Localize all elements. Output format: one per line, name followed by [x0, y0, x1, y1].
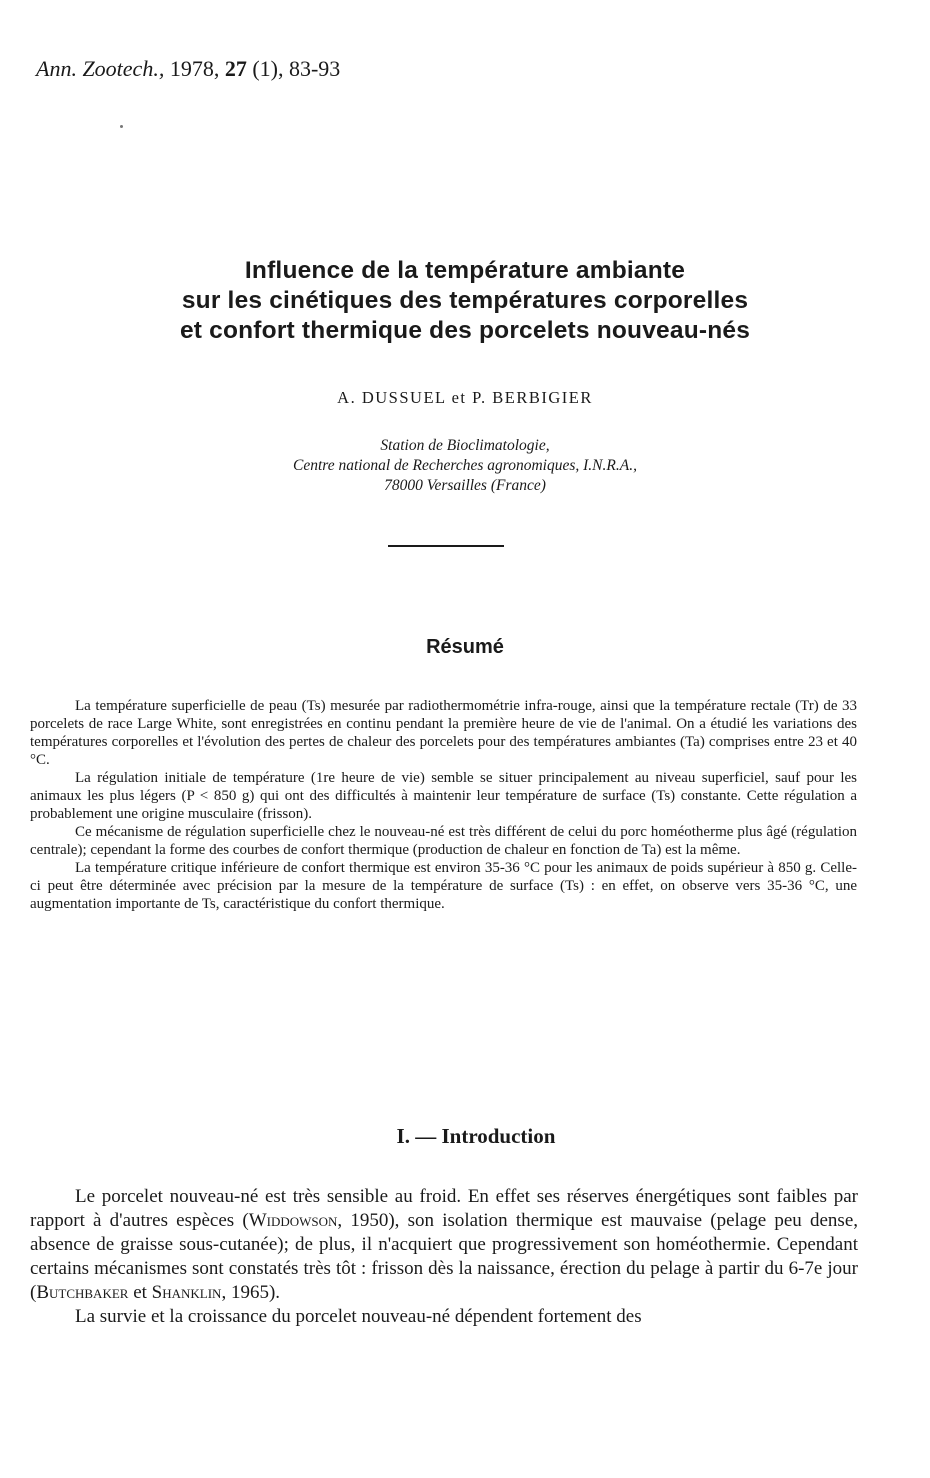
title-line-3: et confort thermique des porcelets nouveau-nés: [179, 317, 751, 344]
resume-paragraph: La température critique inférieure de confort thermique est environ 35-36 °C pour les animaux de poids supérieur à 850 g. Celle-ci peut être déterminée avec précision par la mesure de la température de surface (Ts) : en effet, on observe vers 35-36 °C, une augmentation importante de Ts, caractéristique du confort thermique.: [30, 860, 857, 912]
journal-name: Ann. Zootech.,: [36, 56, 165, 81]
resume-paragraph: Ce mécanisme de régulation superficielle chez le nouveau-né est très différent de celui du porc homéotherme plus âgé (régulation centrale); cependant la forme des courbes de confort thermique (production de chaleur en fonction de Ta) est la même.: [30, 824, 857, 858]
citation-widdowson: Widdowson: [248, 1210, 338, 1231]
journal-year: 1978,: [169, 56, 220, 81]
journal-pages: 83-93: [288, 56, 341, 81]
authors: A. DUSSUEL et P. BERBIGIER: [337, 388, 593, 407]
text-segment: , 1950), son isolation thermique est mauvaise (pelage peu dense, absence de graisse sous-cutanée); de plus, il n'acquiert que progressivement son homéothermie. Cependant certains mécanismes sont constatés très tôt : frisson dès la naissance, érection du pelage à partir du 6-7e jour (: [30, 1210, 859, 1303]
scan-speck: [120, 125, 123, 128]
affiliation-line-2: Centre national de Recherches agronomiques, I.N.R.A.,: [293, 457, 637, 474]
title-line-1: Influence de la température ambiante: [244, 257, 686, 284]
resume-paragraph: La régulation initiale de température (1re heure de vie) semble se situer principalement au niveau superficiel, sauf pour les animaux les plus légers (P < 850 g) qui ont des difficultés à maintenir leur température de surface (Ts) constante. Cette régulation a probablement une origine musculaire (frisson).: [30, 770, 857, 822]
text-segment: et: [128, 1282, 152, 1303]
resume-paragraph: La température superficielle de peau (Ts) mesurée par radiothermométrie infra-rouge, ainsi que la température rectale (Tr) de 33 porcelets de race Large White, sont enregistrées en continu pendant la première heure de vie de l'animal. On a étudié les variations des températures corporelles et l'évolution des pertes de chaleur des porcelets pour des températures ambiantes (Ta) comprises entre 23 et 40 °C.: [30, 698, 857, 768]
journal-reference: [36, 56, 340, 82]
text-segment: Le porcelet nouveau-né est très sensible au froid. En effet ses réserves énergétiques sont faibles par rapport à d'autres espèces (: [30, 1186, 858, 1231]
journal-issue: (1),: [252, 56, 284, 81]
introduction-body: [30, 1185, 858, 1329]
affiliation: [0, 436, 930, 496]
resume-body: [30, 697, 857, 913]
text-segment: , 1965).: [221, 1282, 281, 1303]
introduction-paragraph-1: [30, 1185, 858, 1305]
citation-butchbaker: Butchbaker: [36, 1282, 129, 1303]
journal-volume: 27: [224, 56, 247, 81]
affiliation-line-1: Station de Bioclimatologie,: [380, 437, 550, 454]
introduction-heading: I. — Introduction: [396, 1124, 556, 1148]
article-title: [0, 256, 930, 346]
separator-rule: [388, 545, 504, 547]
citation-shanklin: Shanklin: [151, 1282, 222, 1303]
resume-heading: Résumé: [426, 636, 504, 658]
introduction-paragraph-2: La survie et la croissance du porcelet nouveau-né dépendent fortement des: [75, 1306, 642, 1327]
title-line-2: sur les cinétiques des températures corporelles: [181, 287, 749, 314]
affiliation-line-3: 78000 Versailles (France): [384, 477, 546, 494]
